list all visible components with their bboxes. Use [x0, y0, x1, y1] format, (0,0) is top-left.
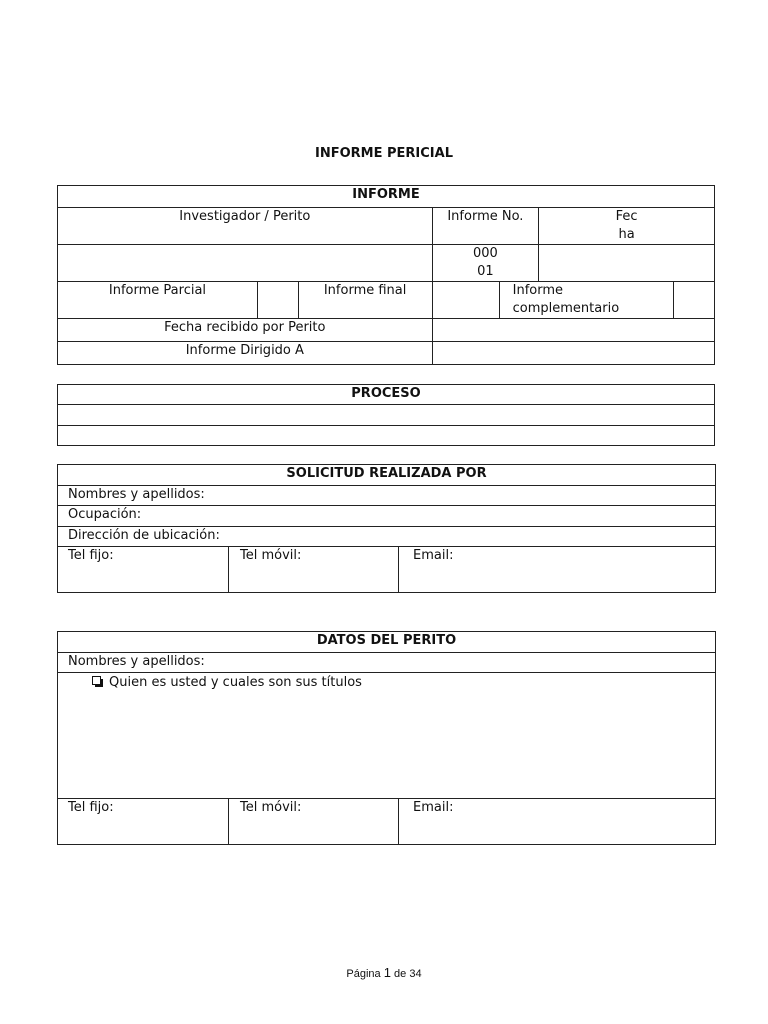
informe-no-value-line2: 01	[477, 264, 494, 279]
investigador-label: Investigador / Perito	[58, 208, 433, 245]
fecha-label-line2: ha	[618, 227, 635, 242]
informe-final-checkbox[interactable]	[432, 282, 499, 319]
footer-total-pages: 34	[409, 968, 422, 980]
solicitud-ocupacion-label: Ocupación:	[58, 506, 716, 527]
solicitud-tel-fijo-label: Tel fijo:	[58, 547, 229, 593]
solicitud-email-label: Email:	[399, 547, 716, 593]
informe-no-label: Informe No.	[432, 208, 539, 245]
informe-dirigido-value[interactable]	[432, 342, 714, 365]
informe-complementario-checkbox[interactable]	[674, 282, 715, 319]
perito-table	[57, 631, 716, 845]
footer-pagina-label: Página	[346, 968, 381, 980]
informe-parcial-checkbox[interactable]	[257, 282, 298, 319]
proceso-row-2[interactable]	[58, 426, 715, 446]
fecha-label	[539, 208, 715, 245]
proceso-row-1[interactable]	[58, 405, 715, 426]
solicitud-direccion-label: Dirección de ubicación:	[58, 527, 716, 547]
solicitud-table	[57, 464, 716, 593]
perito-description-cell[interactable]	[58, 673, 716, 799]
informe-no-value[interactable]	[432, 245, 539, 282]
solicitud-header: SOLICITUD REALIZADA POR	[58, 465, 716, 486]
fecha-recibido-label: Fecha recibido por Perito	[58, 319, 433, 342]
perito-header: DATOS DEL PERITO	[58, 632, 716, 653]
investigador-value[interactable]	[58, 245, 433, 282]
perito-nombres-label: Nombres y apellidos:	[58, 653, 716, 673]
informe-header: INFORME	[58, 186, 715, 208]
proceso-header: PROCESO	[58, 385, 715, 405]
informe-no-value-line1: 000	[472, 246, 498, 261]
footer-de-label: de	[394, 968, 407, 980]
solicitud-tel-movil-label: Tel móvil:	[229, 547, 399, 593]
page-footer	[0, 965, 768, 980]
perito-tel-fijo-label: Tel fijo:	[58, 799, 229, 845]
informe-final-label: Informe final	[298, 282, 432, 319]
solicitud-nombres-label: Nombres y apellidos:	[58, 486, 716, 506]
perito-bullet-text: Quien es usted y cuales son sus títulos	[109, 675, 362, 690]
fecha-recibido-value[interactable]	[432, 319, 714, 342]
document-title: INFORME PERICIAL	[315, 146, 453, 161]
complementario-line1: Informe	[512, 283, 564, 298]
complementario-line2: complementario	[512, 301, 620, 316]
informe-table	[57, 185, 715, 365]
perito-tel-movil-label: Tel móvil:	[229, 799, 399, 845]
informe-complementario-label	[499, 282, 674, 319]
informe-dirigido-label: Informe Dirigido A	[58, 342, 433, 365]
fecha-value[interactable]	[539, 245, 715, 282]
informe-parcial-label: Informe Parcial	[58, 282, 258, 319]
checkbox-bullet-icon	[92, 676, 103, 687]
perito-email-label: Email:	[399, 799, 716, 845]
footer-page-number: 1	[383, 965, 391, 980]
proceso-table	[57, 384, 715, 446]
fecha-label-line1: Fec	[615, 209, 638, 224]
